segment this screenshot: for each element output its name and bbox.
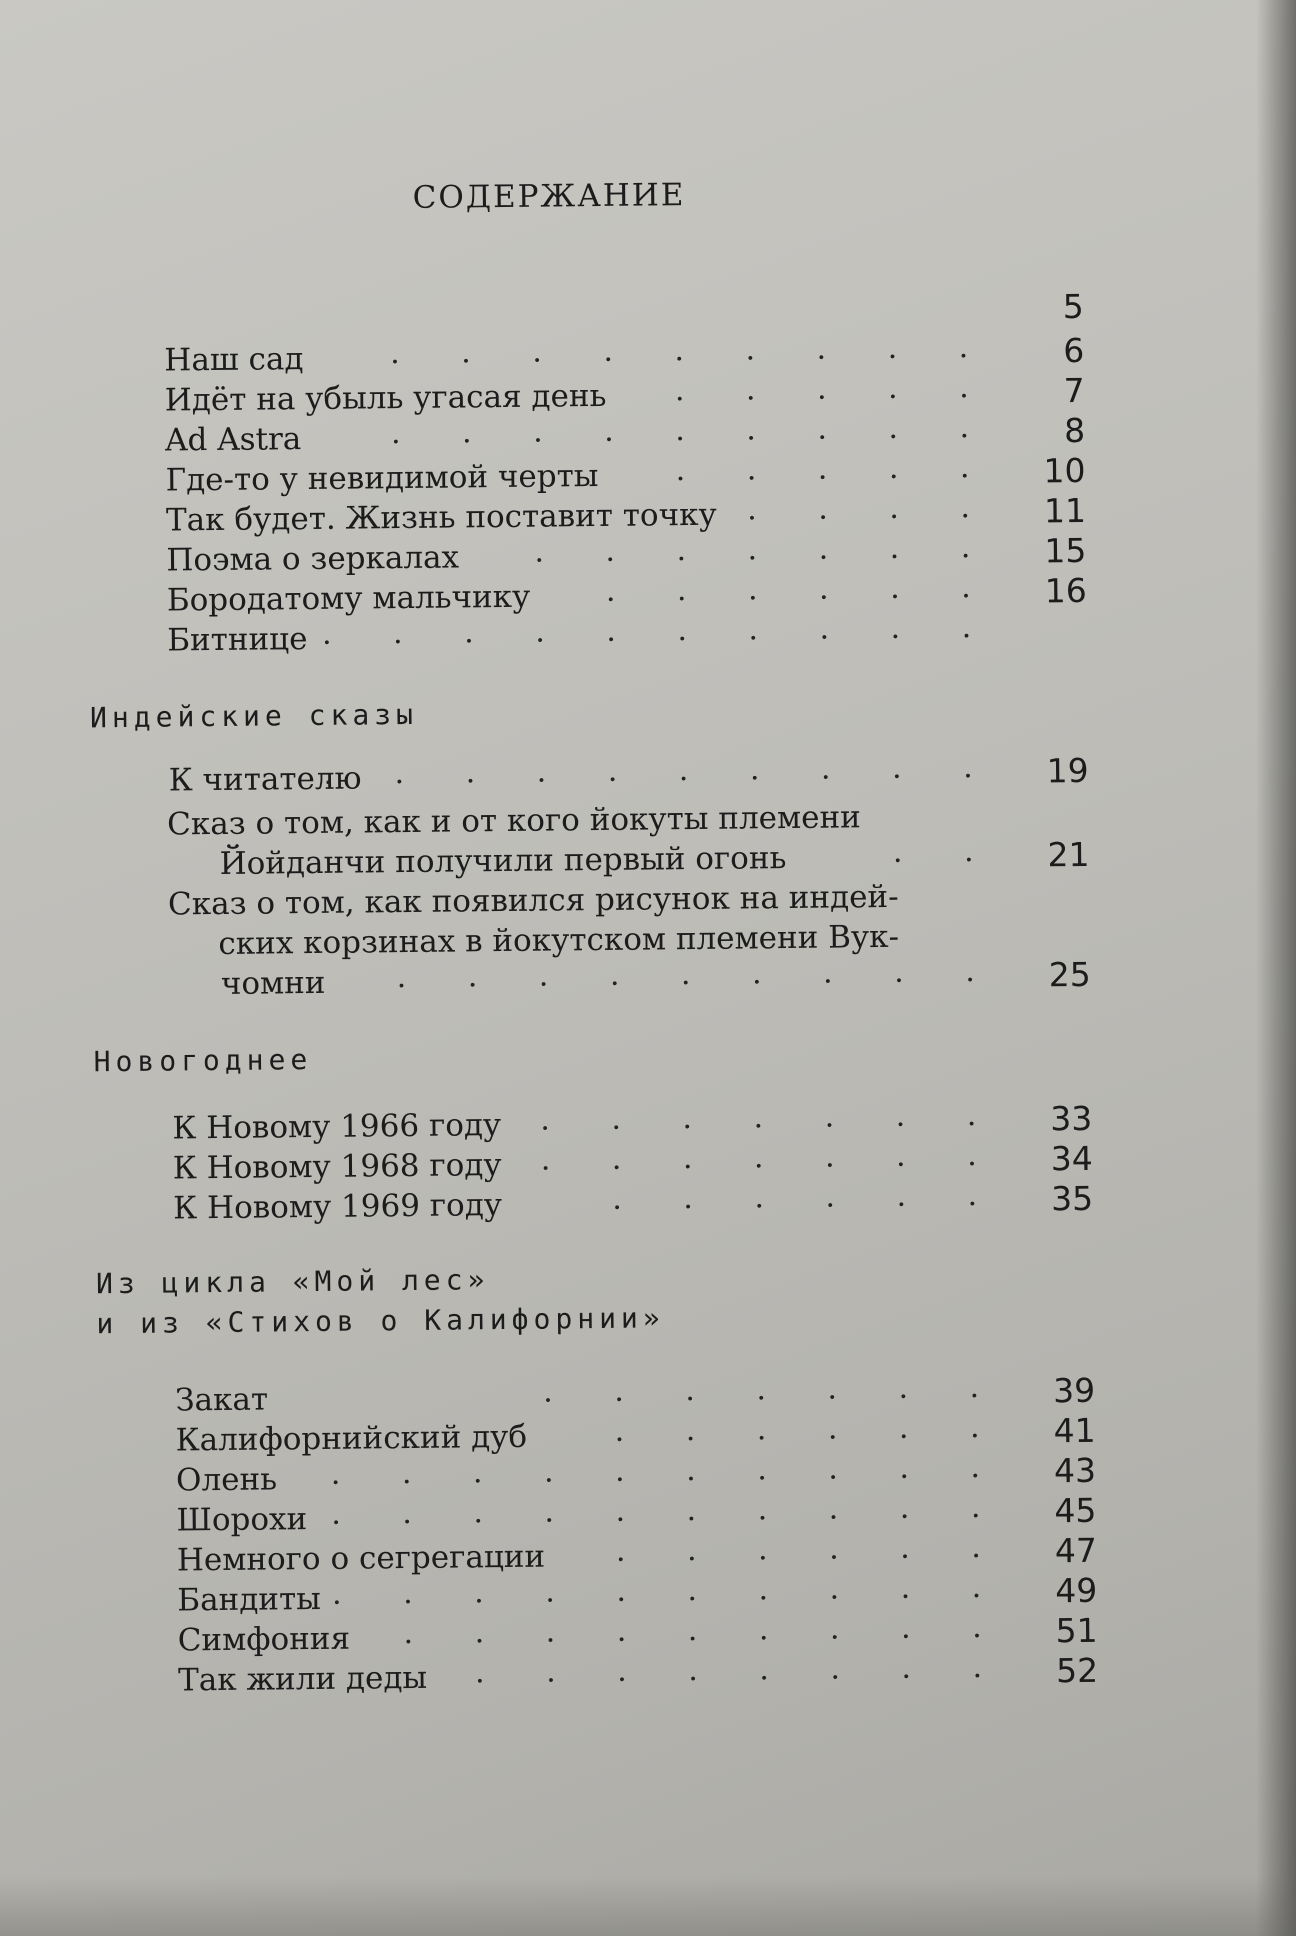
toc-title: Бандиты (177, 1580, 321, 1619)
leader-dots: . . . . . (674, 369, 995, 409)
toc-title: К Новому 1966 году (172, 1107, 502, 1147)
toc-title: К Новому 1968 году (172, 1147, 502, 1187)
toc-page-number: 49 (1055, 1570, 1098, 1611)
toc-title: Немного о сегрегации (176, 1538, 546, 1579)
toc-page-number: 7 (1063, 370, 1085, 411)
toc-row (167, 611, 1087, 661)
leader-dots: . . . . . . . (540, 1097, 1003, 1138)
leader-dots: . . . . . . . . . . (323, 749, 999, 792)
leader-dots: . . . . . . . . . . (321, 609, 998, 652)
toc-page-number: 47 (1054, 1530, 1098, 1571)
toc-title: К читателю (168, 760, 362, 799)
toc-title: Так жили деды (177, 1659, 428, 1699)
leader-dots: . . . . (746, 489, 997, 528)
toc-page-number: 5 (1062, 286, 1085, 327)
toc-title: Так будет. Жизнь поставит точку (165, 496, 717, 539)
leader-dots: . . . . . . (615, 1529, 1007, 1569)
leader-dots: . . . . . . . . . (390, 409, 996, 452)
leader-dots: . . . . . . . (534, 529, 997, 570)
leader-dots: . . . . . . (605, 569, 997, 609)
toc-row (173, 1179, 1093, 1229)
section-heading: и из «Стихов о Калифорнии» (96, 1301, 665, 1341)
toc-page-number: 16 (1044, 570, 1087, 611)
toc-page-number: 43 (1053, 1450, 1097, 1491)
leader-dots: . . . . . . (612, 1177, 1004, 1217)
toc-title: К Новому 1969 году (173, 1187, 503, 1227)
toc-title: Ad Astra (164, 421, 302, 459)
toc-title: Закат (175, 1381, 269, 1419)
toc-row (169, 835, 1089, 885)
toc-title: Поэма о зеркалах (166, 539, 460, 579)
toc-page-number: 33 (1050, 1098, 1093, 1139)
leader-dots: . . . . . . . . (474, 1649, 1009, 1691)
page-title: СОДЕРЖАНИЕ (412, 177, 686, 216)
toc-page-number: 45 (1054, 1490, 1097, 1531)
toc-title: Идёт на убыль угасая день (164, 377, 607, 419)
toc-page-number: 51 (1055, 1610, 1098, 1651)
toc-title: Битнице (167, 621, 308, 659)
leader-dots: . . . . . . . . . . (331, 1489, 1007, 1532)
toc-page-number: 8 (1063, 410, 1086, 451)
toc-page-number: 34 (1050, 1138, 1093, 1179)
leader-dots: . . . . . . . (540, 1137, 1003, 1178)
toc-page-number: 6 (1063, 330, 1085, 371)
toc-page-number: 25 (1048, 954, 1092, 995)
toc-row (169, 751, 1089, 801)
toc-title-line: чомни (220, 964, 326, 1002)
toc-title: Калифорнийский дуб (175, 1418, 528, 1459)
section-heading: Из цикла «Мой лес» (95, 1263, 490, 1301)
toc-page-number: 39 (1052, 1370, 1096, 1411)
toc-title: Бородатому мальчику (166, 578, 531, 619)
leader-dots: . . . . . . . . . . (331, 1569, 1008, 1612)
toc-title: Шорохи (176, 1501, 308, 1539)
leader-dots: . . . . . . (614, 1409, 1006, 1449)
leader-dots: . . . . . . . . . (389, 329, 995, 372)
toc-title-line: Сказ о том, как появился рисунок на индей- (167, 878, 899, 923)
toc-page-number: 11 (1043, 490, 1087, 531)
toc-page-number: 41 (1053, 1410, 1096, 1451)
toc-page-number: 19 (1046, 750, 1089, 791)
leader-dots: . . . . . . . (542, 1369, 1006, 1410)
section-heading: Новогоднее (93, 1043, 313, 1079)
toc-row (178, 1651, 1098, 1701)
toc-page-number: 10 (1043, 450, 1086, 491)
toc-title: Симфония (177, 1620, 351, 1659)
toc-title: Олень (175, 1461, 278, 1499)
leader-dots: . . . . . (675, 449, 996, 489)
toc-page-number: 52 (1055, 1650, 1099, 1691)
leader-dots: . . (892, 833, 1000, 870)
toc-title: Где-то у невидимой черты (165, 457, 599, 499)
toc-title-line: Сказ о том, как и от кого йокуты племени (166, 799, 861, 843)
toc-title: Наш сад (164, 341, 304, 379)
toc-page-number: 15 (1044, 530, 1087, 571)
leader-dots: . . . . . . . . . (396, 953, 1001, 996)
section-heading: Индейские сказы (89, 697, 419, 735)
leader-dots: . . . . . . . . . . (330, 1449, 1007, 1492)
toc-page-number: 35 (1050, 1178, 1094, 1219)
toc-title-line: ских корзинах в йокутском племени Вук- (218, 918, 900, 962)
toc-page-number (1017, 611, 1087, 612)
toc-row (171, 955, 1091, 1005)
toc-page-number: 21 (1047, 834, 1090, 875)
toc-title-line: Йойданчи получили первый огонь (219, 840, 787, 882)
leader-dots: . . . . . . . . . (403, 1609, 1008, 1652)
